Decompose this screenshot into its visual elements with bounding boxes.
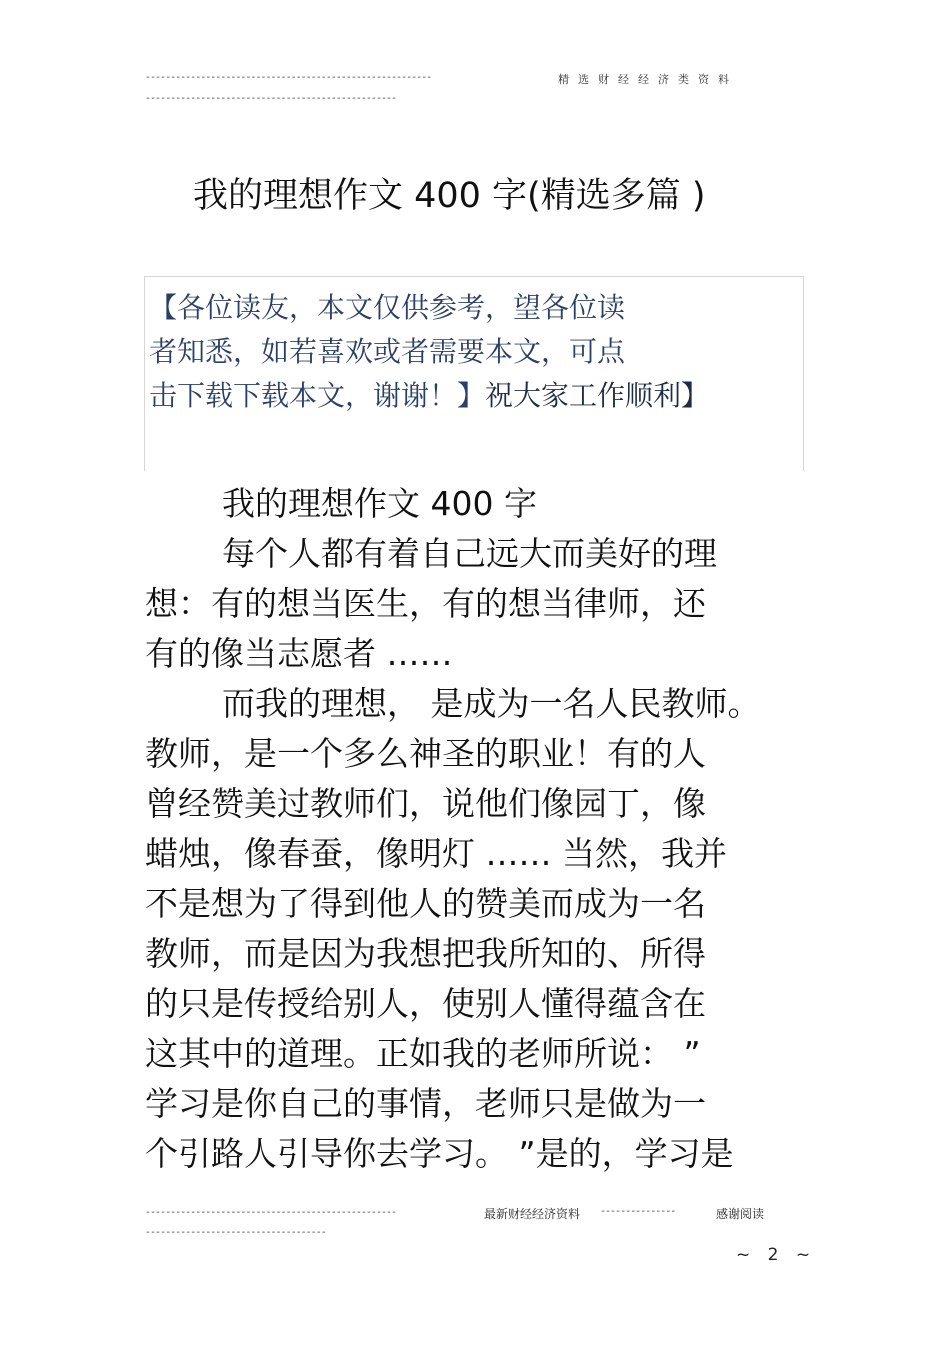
header-dash-top: --------------------------------------------------------- bbox=[145, 72, 432, 83]
notice-line-3-main: 击下载下载本文，谢谢！】 bbox=[149, 379, 486, 412]
paragraph-line: 曾经赞美过教师们，说他们像园丁，像 bbox=[145, 784, 706, 823]
paragraph-line: 教师，是一个多么神圣的职业！有的人 bbox=[145, 734, 706, 773]
paragraph-line: 每个人都有着自己远大而美好的理 bbox=[222, 534, 717, 573]
header-dash-bottom: -------------------------------------------------- bbox=[145, 93, 397, 104]
paragraph-line: 有的像当志愿者 …… bbox=[145, 634, 453, 673]
paragraph-line: 学习是你自己的事情，老师只是做为一 bbox=[145, 1084, 706, 1123]
paragraph-line: 这其中的道理。正如我的老师所说： ” bbox=[145, 1034, 701, 1073]
paragraph-line: 而我的理想， 是成为一名人民教师。 bbox=[222, 684, 761, 723]
paragraph-line: 个引路人引导你去学习。 ”是的，学习是 bbox=[145, 1134, 734, 1173]
paragraph-line: 教师，而是因为我想把我所知的、所得 bbox=[145, 934, 706, 973]
footer-thanks-label: 感谢阅读 bbox=[716, 1207, 765, 1221]
header-category-label: 精选财经经济类资料 bbox=[558, 73, 738, 86]
notice-line-3-tail: 祝大家工作顺利】 bbox=[485, 379, 710, 412]
paragraph-line: 的只是传授给别人，使别人懂得蕴含在 bbox=[145, 984, 706, 1023]
paragraph-line: 不是想为了得到他人的赞美而成为一名 bbox=[145, 884, 706, 923]
notice-line-3 bbox=[149, 374, 709, 414]
footer-center-dash: --------------- bbox=[600, 1206, 676, 1217]
paragraph-line: 想：有的想当医生，有的想当律师，还 bbox=[145, 584, 706, 623]
footer-dash-left-top: -------------------------------------------------- bbox=[145, 1207, 397, 1218]
footer-dash-left-bottom: ------------------------------------ bbox=[145, 1227, 326, 1238]
essay-subtitle: 我的理想作文 400 字 bbox=[222, 484, 537, 523]
notice-box bbox=[144, 276, 804, 471]
footer-center-label: 最新财经经济资料 bbox=[484, 1207, 581, 1221]
notice-line-1: 【各位读友，本文仅供参考，望各位读 bbox=[149, 291, 626, 324]
page-title: 我的理想作文 400 字(精选多篇 ) bbox=[193, 176, 706, 216]
paragraph-line: 蜡烛，像春蚕，像明灯 …… 当然，我并 bbox=[145, 834, 727, 873]
page-number: ~ 2 ~ bbox=[736, 1245, 817, 1265]
notice-line-2: 者知悉，如若喜欢或者需要本文，可点 bbox=[149, 335, 626, 368]
